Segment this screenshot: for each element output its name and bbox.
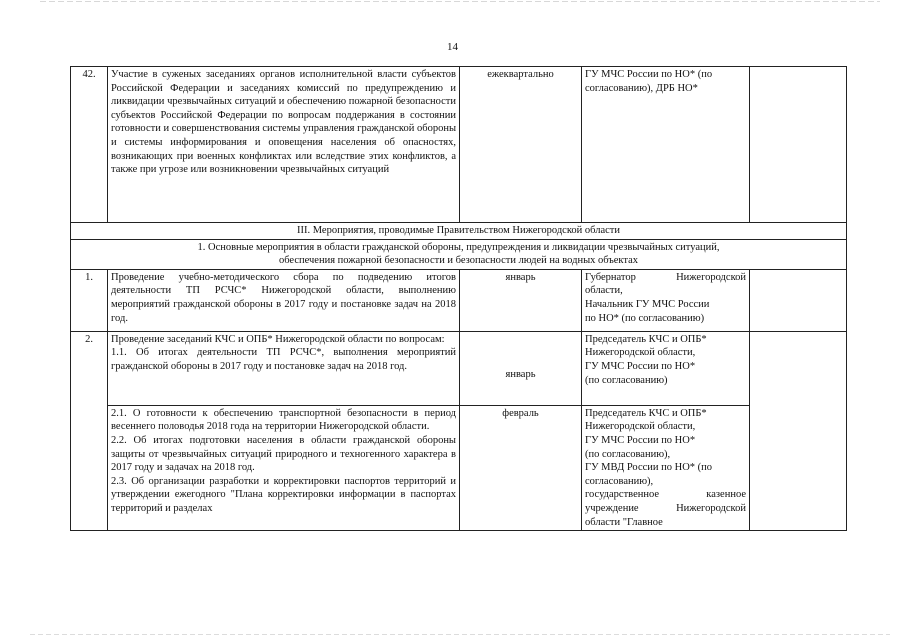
page-number: 14 [447,41,458,53]
subsection-heading-line-1: 1. Основные мероприятия в области гражданской обороны, предупреждения и ликвидации чрезвычайных ситуаций, [197,241,720,253]
event-description: Участие в суженых заседаниях органов исполнительной власти субъектов Российской Федерации и заседаниях комиссий по предупреждению и ликвидации чрезвычайных ситуаций и обеспечению пожарной безопасности субъектов Российской Федерации по вопросам поддержания в состоянии готовности и совершенствования системы управления гражданской обороны и системы информирования и оповещения населения об опасностях, возникающих при военных конфликтах или вследствие этих конфликтов, а также при угрозе или возникновении чрезвычайных ситуаций [108,67,460,223]
responsible-line: по НО* (по согласованию) [585,312,705,324]
responsible-line: (по согласованию) [585,374,668,386]
event-responsible [582,405,750,530]
table-row-1 [71,269,847,331]
event-description [108,331,460,405]
row-number: 1. [71,269,108,331]
event-responsible [582,269,750,331]
event-item-2-1: 2.1. О готовности к обеспечению транспортной безопасности в период весеннего половодья 2018 года на территории Нижегородской области. [111,407,456,433]
table-row-2a [71,331,847,405]
responsible-line: ГУ МВД России по НО* (по согласованию), [585,462,713,487]
event-term: февраль [460,405,582,530]
event-description: Проведение учебно-методического сбора по подведению итогов деятельности ТП РСЧС* Нижегородской области, выполнению мероприятий гражданской обороны в 2017 году и постановке задач на 2018 год. [108,269,460,331]
row-number: 42. [71,67,108,223]
row-number: 2. [71,331,108,530]
section-heading-row [71,223,847,240]
event-responsible [582,331,750,405]
event-term [460,331,582,405]
responsible-line: (по согласованию), [585,448,671,460]
responsible-line: Председатель КЧС и ОПБ* Нижегородской области, [585,333,707,359]
event-term-text: январь [505,368,536,380]
subsection-heading-line-2: обеспечения пожарной безопасности и безопасности людей на водных объектах [278,255,639,267]
event-item-1-1: 1.1. Об итогах деятельности ТП РСЧС*, выполнения мероприятий гражданской обороны в 2017 году и постановке задач на 2018 год. [111,347,456,372]
event-intro: Проведение заседаний КЧС и ОПБ* Нижегородской области по вопросам: [111,333,445,345]
scan-edge-bottom [30,634,890,635]
event-term: ежеквартально [460,67,582,223]
event-term: январь [460,269,582,331]
event-note [750,67,847,223]
responsible-line: государственное казенное учреждение Нижегородской области "Главное [585,489,746,528]
responsible-line: ГУ МЧС России по НО* [585,360,696,372]
subsection-heading-row [71,239,847,269]
event-note [750,331,847,530]
event-responsible: ГУ МЧС России по НО* (по согласованию), ДРБ НО* [582,67,750,223]
section-heading: III. Мероприятия, проводимые Правительством Нижегородской области [71,223,847,240]
events-table [70,66,847,531]
responsible-line: ГУ МЧС России по НО* [585,434,696,446]
event-item-2-2: 2.2. Об итогах подготовки населения в области гражданской обороны защиты от чрезвычайных ситуаций природного и техногенного характера в 2017 году и задачах на 2018 год. [111,434,456,474]
table-row-2b [71,405,847,530]
event-note [750,269,847,331]
event-item-2-3: 2.3. Об организации разработки и корректировки паспортов территорий и утверждении ежегодного "Плана корректировки информации в паспортах территорий и разделах [111,475,456,514]
event-description [108,405,460,530]
subsection-heading [71,239,847,269]
responsible-line: Председатель КЧС и ОПБ* Нижегородской области, [585,407,707,433]
responsible-line: Губернатор Нижегородской области, [585,271,746,297]
responsible-line: Начальник ГУ МЧС России [585,298,710,310]
table-row-42 [71,67,847,223]
scan-edge-top [40,1,880,2]
